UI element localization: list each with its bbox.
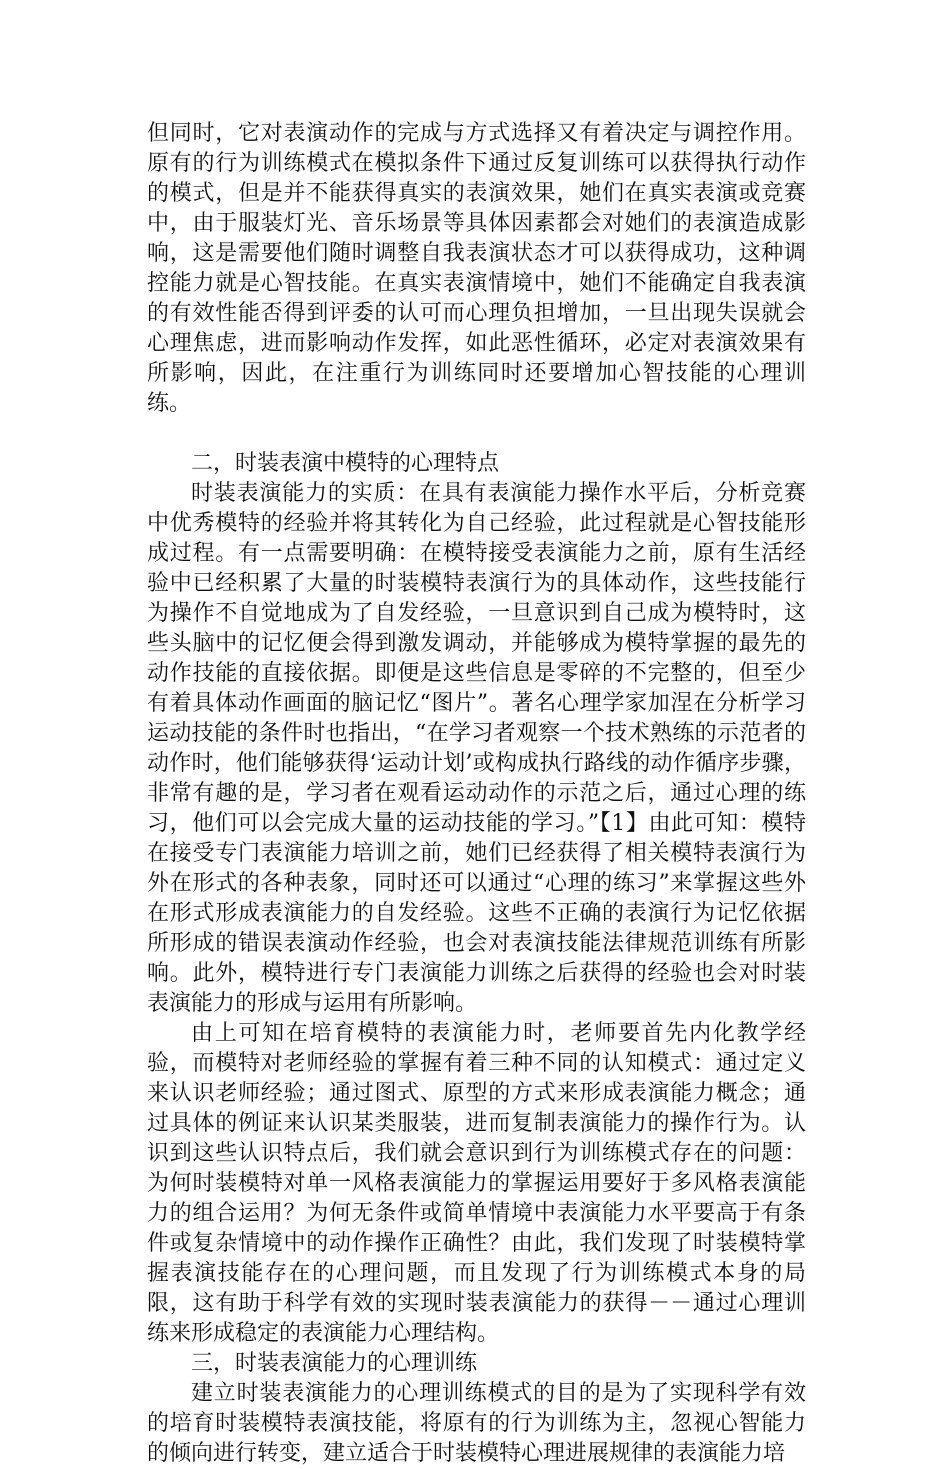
section-3-paragraph-1: 建立时装表演能力的心理训练模式的目的是为了实现科学有效的培育时装模特表演技能，将原有的行为训练为主，忽视心智能力的倾向进行转变，建立适合于时装模特心理进展规律的表演能力培 xyxy=(147,1381,806,1466)
document-page xyxy=(147,119,806,1469)
section-2-heading: 二，时装表演中模特的心理特点 xyxy=(191,451,500,476)
section-3-heading: 三，时装表演能力的心理训练 xyxy=(191,1351,478,1376)
paragraph-spacer xyxy=(147,419,806,449)
intro-paragraph: 但同时，它对表演动作的完成与方式选择又有着决定与调控作用。原有的行为训练模式在模拟条件下通过反复训练可以获得执行动作的模式，但是并不能获得真实的表演效果，她们在真实表演或竞赛中，由于服装灯光、音乐场景等具体因素都会对她们的表演造成影响，这是需要他们随时调整自我表演状态才可以获得成功，这种调控能力就是心智技能。在真实表演情境中，她们不能确定自我表演的有效性能否得到评委的认可而心理负担增加，一旦出现失误就会心理焦虑，进而影响动作发挥，如此恶性循环，必定对表演效果有所影响，因此，在注重行为训练同时还要增加心智技能的心理训练。 xyxy=(147,121,806,416)
section-2-paragraph-2: 由上可知在培育模特的表演能力时，老师要首先内化教学经验，而模特对老师经验的掌握有着三种不同的认知模式：通过定义来认识老师经验；通过图式、原型的方式来形成表演能力概念；通过具体的例证来认识某类服装，进而复制表演能力的操作行为。认识到这些认识特点后，我们就会意识到行为训练模式存在的问题：为何时装模特对单一风格表演能力的掌握运用要好于多风格表演能力的组合运用？为何无条件或简单情境中表演能力水平要高于有条件或复杂情境中的动作操作正确性？由此，我们发现了时装模特掌握表演技能存在的心理问题，而且发现了行为训练模式本身的局限，这有助于科学有效的实现时装表演能力的获得－－通过心理训练来形成稳定的表演能力心理结构。 xyxy=(147,1021,806,1346)
section-2-paragraph-1: 时装表演能力的实质：在具有表演能力操作水平后，分析竞赛中优秀模特的经验并将其转化为自己经验，此过程就是心智技能形成过程。有一点需要明确：在模特接受表演能力之前，原有生活经验中已经积累了大量的时装模特表演行为的具体动作，这些技能行为操作不自觉地成为了自发经验，一旦意识到自己成为模特时，这些头脑中的记忆便会得到激发调动，并能够成为模特掌握的最先的动作技能的直接依据。即便是这些信息是零碎的不完整的，但至少有着具体动作画面的脑记忆“图片”。著名心理学家加涅在分析学习运动技能的条件时也指出，“在学习者观察一个技术熟练的示范者的动作时，他们能够获得‘运动计划’或构成执行路线的动作循序步骤，非常有趣的是，学习者在观看运动动作的示范之后，通过心理的练习，他们可以会完成大量的运动技能的学习。”【1】由此可知：模特在接受专门表演能力培训之前，她们已经获得了相关模特表演行为外在形式的各种表象，同时还可以通过“心理的练习”来掌握这些外在形式形成表演能力的自发经验。这些不正确的表演行为记忆依据所形成的错误表演动作经验，也会对表演技能法律规范训练有所影响。此外，模特进行专门表演能力训练之后获得的经验也会对时装表演能力的形成与运用有所影响。 xyxy=(147,481,806,1016)
